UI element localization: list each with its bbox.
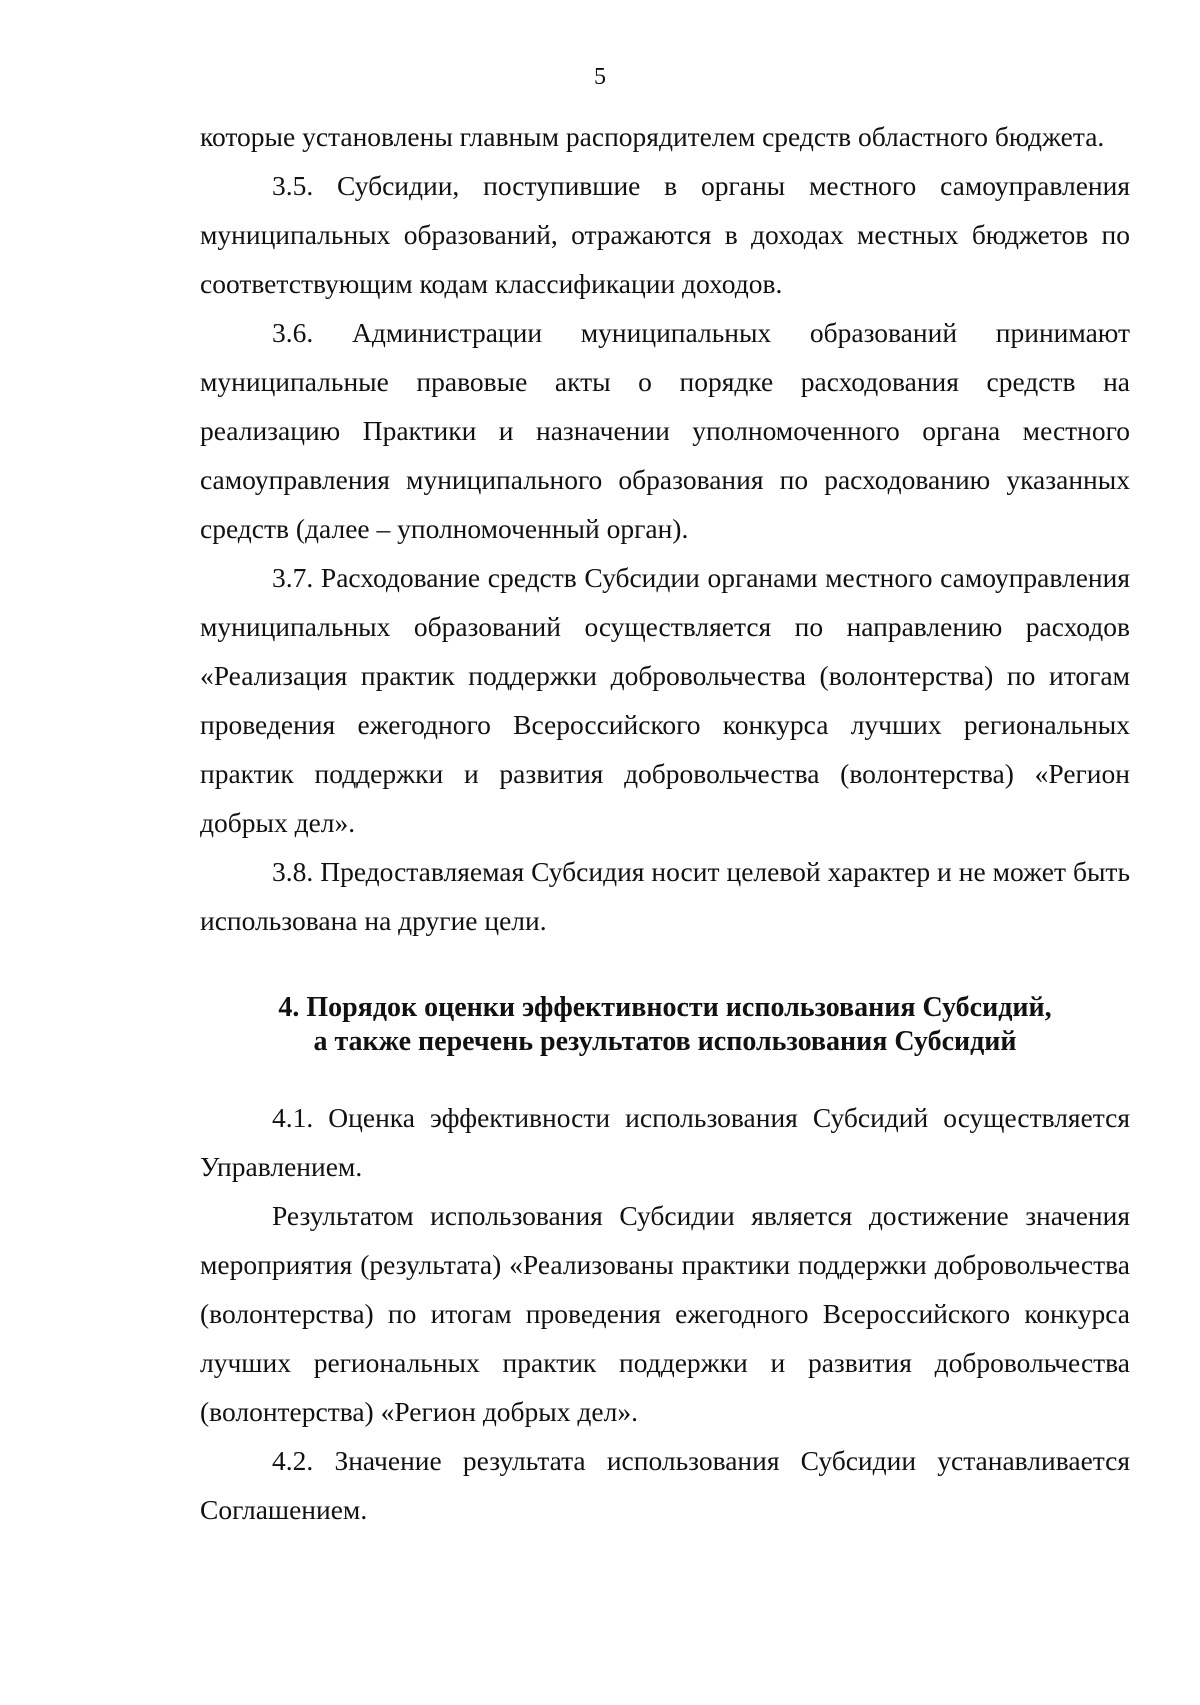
paragraph-result: Результатом использования Субсидии является достижение значения мероприятия (результата) «Реализованы практики поддержки добровольчества (волонтерства) по итогам проведения ежегодного Всероссийского конкурса лучших региональных практик поддержки и развития добровольчества (волонтерства) «Регион добрых дел».	[200, 1200, 1130, 1427]
paragraph-3-8: 3.8. Предоставляемая Субсидия носит целевой характер и не может быть использована на другие цели.	[200, 856, 1130, 936]
page-number: 5	[594, 64, 606, 90]
paragraph-4-1: 4.1. Оценка эффективности использования Субсидий осуществляется Управлением.	[200, 1102, 1130, 1182]
paragraph-3-5: 3.5. Субсидии, поступившие в органы местного самоуправления муниципальных образований, отражаются в доходах местных бюджетов по соответствующим кодам классификации доходов.	[200, 170, 1130, 299]
paragraph-4-2: 4.2. Значение результата использования Субсидии устанавливается Соглашением.	[200, 1445, 1130, 1525]
paragraph-continuation: которые установлены главным распорядителем средств областного бюджета.	[200, 121, 1105, 152]
document-body	[200, 112, 1130, 1534]
paragraph-3-6: 3.6. Администрации муниципальных образований принимают муниципальные правовые акты о порядке расходования средств на реализацию Практики и назначении уполномоченного органа местного самоуправления муниципального образования по расходованию указанных средств (далее – уполномоченный орган).	[200, 317, 1130, 544]
section-title-line-2: а также перечень результатов использования Субсидий	[313, 1026, 1017, 1057]
section-title-line-1: 4. Порядок оценки эффективности использования Субсидий,	[278, 992, 1052, 1023]
paragraph-3-7: 3.7. Расходование средств Субсидии органами местного самоуправления муниципальных образований осуществляется по направлению расходов «Реализация практик поддержки добровольчества (волонтерства) по итогам проведения ежегодного Всероссийского конкурса лучших региональных практик поддержки и развития добровольчества (волонтерства) «Регион добрых дел».	[200, 562, 1130, 838]
section-4-title	[200, 991, 1130, 1059]
